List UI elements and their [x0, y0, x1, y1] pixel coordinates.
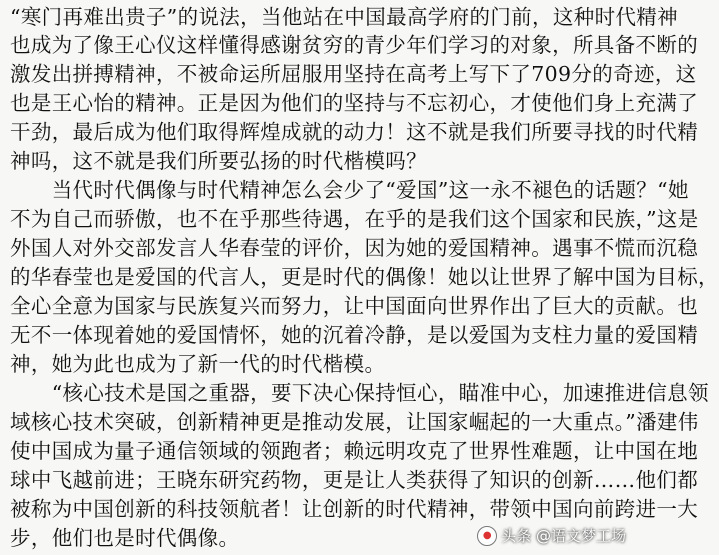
text-line: 的华春莹也是爱国的代言人，更是时代的偶像！她以让世界了解中国为目标， [10, 265, 719, 289]
text-line: 被称为中国创新的科技领航者！让创新的时代精神，带领中国向前跨进一大 [10, 497, 699, 521]
text-line: 也是王心怡的精神。正是因为他们的坚持与不忘初心，才使他们身上充满了 [10, 91, 699, 115]
text-line: 无不一体现着她的爱国情怀，她的沉着冷静，是以爱国为支柱力量的爱国精 [10, 323, 699, 347]
text-line: 当代时代偶像与时代精神怎么会少了“爱国”这一永不褪色的话题？“她 [10, 178, 689, 202]
toutiao-logo-icon: ● [477, 526, 497, 546]
text-line: “核心技术是国之重器，要下决心保持恒心，瞄准中心，加速推进信息领 [10, 381, 709, 405]
text-line: 不为自己而骄傲，也不在乎那些待遇，在乎的是我们这个国家和民族，”这是 [10, 207, 699, 231]
text-line: 神，她为此也成为了新一代的时代楷模。 [10, 352, 386, 376]
text-line: 使中国成为量子通信领域的领跑者；赖远明攻克了世界性难题，让中国在地 [10, 439, 699, 463]
text-line: 外国人对外交部发言人华春莹的评价，因为她的爱国精神。遇事不慌而沉稳 [10, 236, 699, 260]
text-line: “寒门再难出贵子”的说法，当他站在中国最高学府的门前，这种时代精神 [10, 5, 679, 29]
watermark [477, 525, 626, 546]
watermark-text: 头条 @语文梦工场 [501, 527, 626, 545]
text-line: 球中飞越前进；王晓东研究药物，更是让人类获得了知识的创新……他们都 [10, 468, 699, 492]
text-line: 全心全意为国家与民族复兴而努力，让中国面向世界作出了巨大的贡献。也 [10, 294, 699, 318]
text-line: 激发出拼搏精神，不被命运所屈服用坚持在高考上写下了709分的奇迹，这 [10, 62, 697, 86]
text-line: 域核心技术突破，创新精神更是推动发展，让国家崛起的一大重点。”潘建伟 [10, 410, 699, 434]
text-line: 神吗，这不就是我们所要弘扬的时代楷模吗？ [10, 149, 427, 173]
text-line: 干劲，最后成为他们取得辉煌成就的动力！这不就是我们所要寻找的时代精 [10, 120, 699, 144]
text-line: 也成为了像王心仪这样懂得感谢贫穷的青少年们学习的对象，所具备不断的 [10, 33, 699, 57]
text-line: 步，他们也是时代偶像。 [10, 526, 240, 550]
